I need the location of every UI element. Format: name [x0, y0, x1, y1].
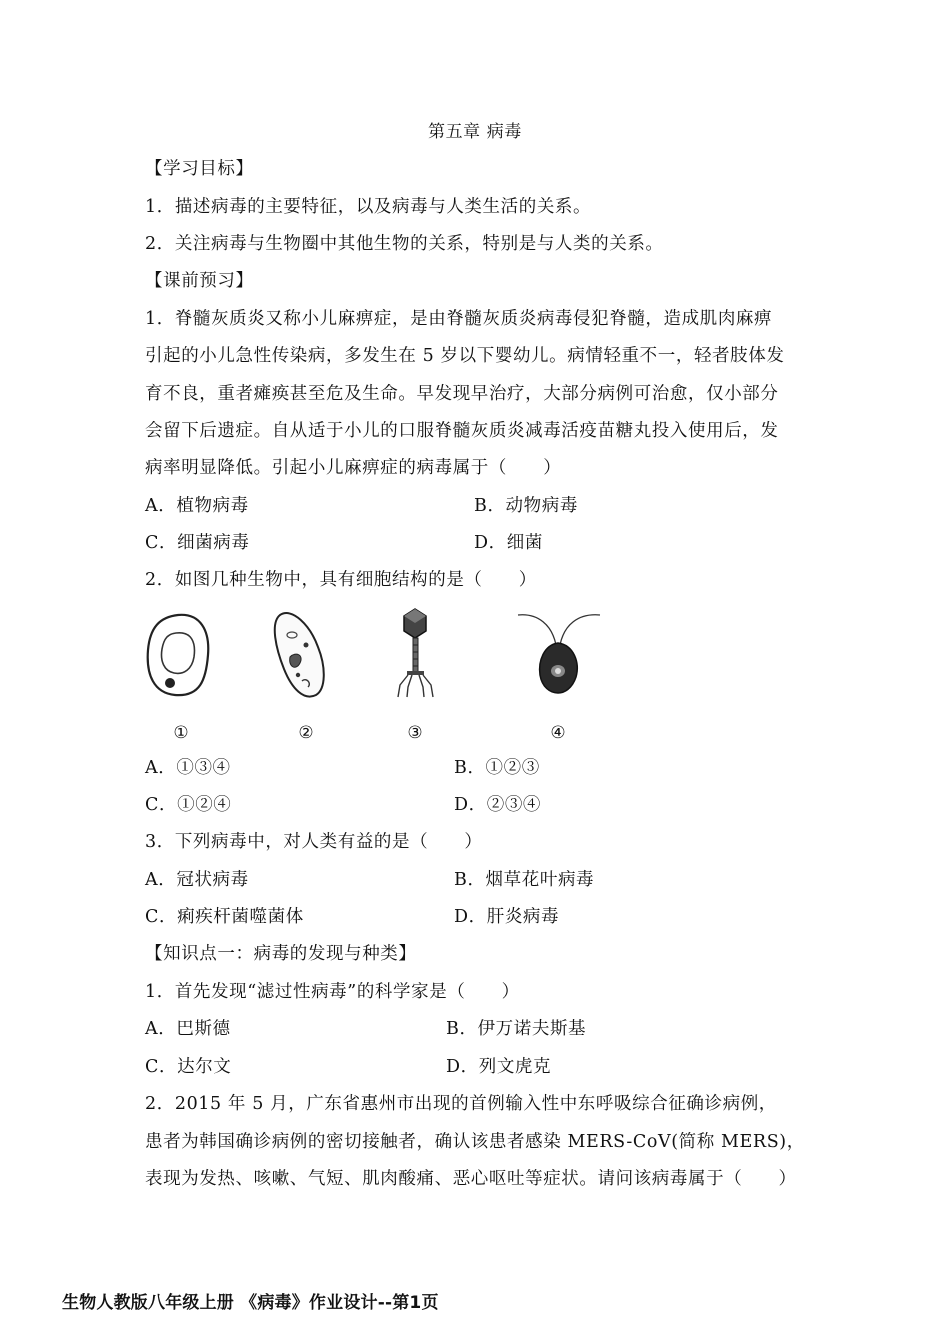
knowledge-question-1-option-c: C．达尔文 [145, 1057, 232, 1077]
question-1-option-d: D．细菌 [474, 533, 543, 553]
knowledge-question-2-line-2: 患者为韩国确诊病例的密切接触者，确认该患者感染 MERS-CoV(简称 MERS)， [145, 1132, 805, 1152]
question-1-line-1: 1．脊髓灰质炎又称小儿麻痹症，是由脊髓灰质炎病毒侵犯脊髓，造成肌肉麻痹 [145, 309, 773, 329]
knowledge-question-2-line-1: 2．2015 年 5 月，广东省惠州市出现的首例输入性中东呼吸综合征确诊病例， [145, 1094, 777, 1114]
question-1-line-5: 病率明显降低。引起小儿麻痹症的病毒属于（ ） [145, 458, 562, 478]
question-3-option-c: C．痢疾杆菌噬菌体 [145, 907, 304, 927]
figure-label-4: ④ [550, 723, 566, 743]
question-2: 2．如图几种生物中，具有细胞结构的是（ ） [145, 570, 537, 590]
cell-figure-4 [512, 605, 608, 705]
question-1-option-b: B．动物病毒 [474, 496, 578, 516]
knowledge-question-2-line-3: 表现为发热、咳嗽、气短、肌肉酸痛、恶心呕吐等症状。请问该病毒属于（ ） [145, 1169, 797, 1189]
question-2-option-b: B．①②③ [454, 758, 540, 778]
knowledge-question-1-option-a: A．巴斯德 [145, 1019, 231, 1039]
question-3: 3．下列病毒中，对人类有益的是（ ） [145, 832, 483, 852]
question-2-option-c: C．①②④ [145, 795, 232, 815]
question-1-line-4: 会留下后遗症。自从适于小儿的口服脊髓灰质炎减毒活疫苗糖丸投入使用后，发 [145, 421, 779, 441]
question-2-option-d: D．②③④ [454, 795, 542, 815]
cell-figure-1 [140, 605, 230, 705]
figure-label-1: ① [173, 723, 189, 743]
question-3-option-b: B．烟草花叶病毒 [454, 870, 595, 890]
figure-label-2: ② [298, 723, 314, 743]
knowledge-question-1: 1．首先发现“滤过性病毒”的科学家是（ ） [145, 982, 520, 1002]
knowledge-question-1-option-d: D．列文虎克 [446, 1057, 552, 1077]
section-heading-preview: 【课前预习】 [145, 271, 254, 291]
cell-figure-2 [262, 605, 352, 705]
knowledge-question-1-option-b: B．伊万诺夫斯基 [446, 1019, 587, 1039]
question-2-option-a: A．①③④ [145, 758, 231, 778]
page-footer: 生物人教版八年级上册 《病毒》作业设计--第1页 [62, 1293, 439, 1313]
section-heading-objectives: 【学习目标】 [145, 159, 254, 179]
question-1-option-c: C．细菌病毒 [145, 533, 250, 553]
question-3-option-a: A．冠状病毒 [145, 870, 249, 890]
section-heading-knowledge-1: 【知识点一：病毒的发现与种类】 [145, 944, 417, 964]
objective-1: 1．描述病毒的主要特征，以及病毒与人类生活的关系。 [145, 197, 592, 217]
question-3-option-d: D．肝炎病毒 [454, 907, 560, 927]
question-1-line-2: 引起的小儿急性传染病，多发生在 5 岁以下婴幼儿。病情轻重不一，轻者肢体发 [145, 346, 785, 366]
bacteriophage-figure [374, 605, 464, 705]
question-1-line-3: 育不良，重者瘫痪甚至危及生命。早发现早治疗，大部分病例可治愈，仅小部分 [145, 384, 779, 404]
objective-2: 2．关注病毒与生物圈中其他生物的关系，特别是与人类的关系。 [145, 234, 664, 254]
chapter-title: 第五章 病毒 [427, 122, 522, 142]
figure-label-3: ③ [407, 723, 423, 743]
question-1-option-a: A．植物病毒 [145, 496, 249, 516]
